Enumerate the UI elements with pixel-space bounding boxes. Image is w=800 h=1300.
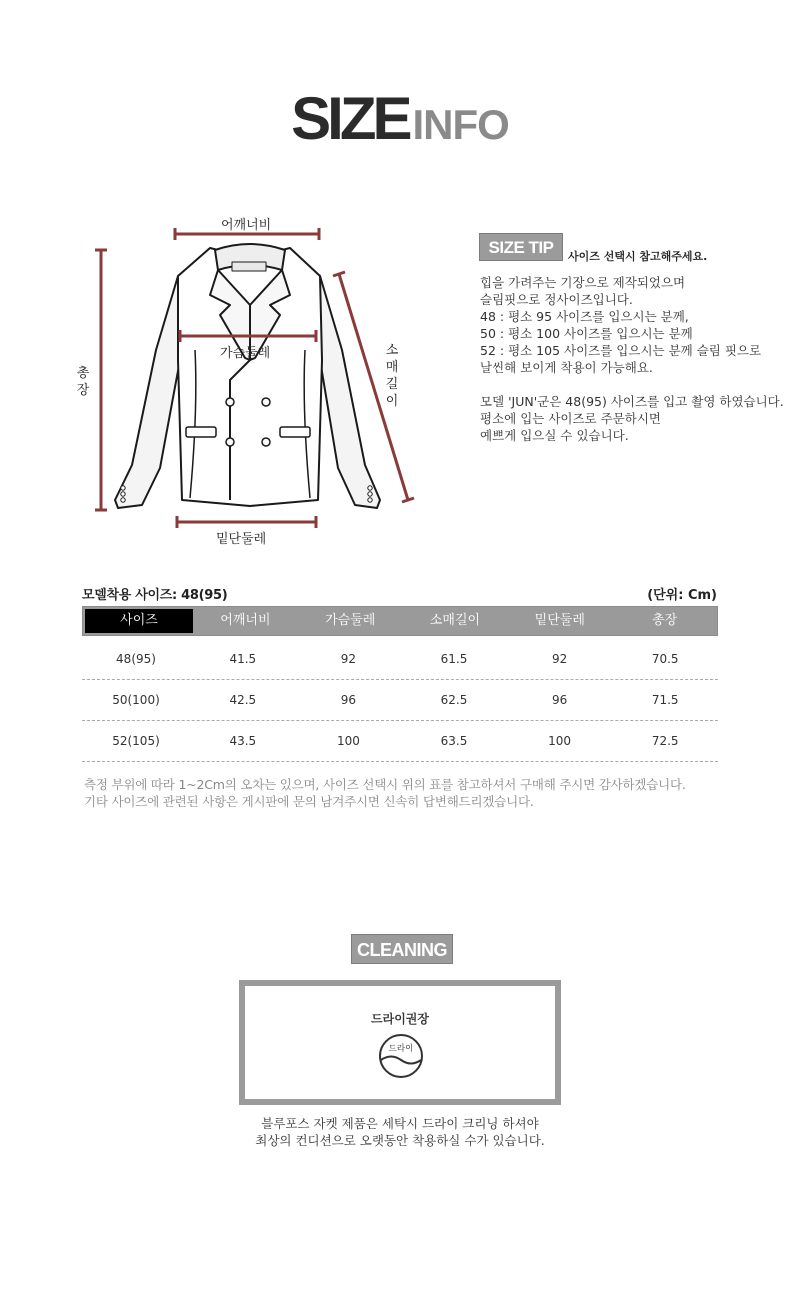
table-row: 50(100) 42.5 96 62.5 96 71.5 xyxy=(82,680,718,721)
title-size: SIZE xyxy=(291,85,409,152)
size-tip-badge: SIZE TIP xyxy=(479,233,563,261)
table-unit: (단위: Cm) xyxy=(647,588,717,603)
cleaning-box xyxy=(239,980,561,1105)
jacket-measurement-diagram xyxy=(70,210,430,560)
jacket-illustration xyxy=(70,210,430,560)
label-length: 총 장 xyxy=(76,366,90,398)
table-row: 52(105) 43.5 100 63.5 100 72.5 xyxy=(82,721,718,762)
label-chest: 가슴둘레 xyxy=(220,346,271,361)
header-chest: 가슴둘레 xyxy=(325,613,376,628)
header-length: 총장 xyxy=(652,613,678,628)
label-hem: 밑단둘레 xyxy=(216,532,267,547)
table-row: 48(95) 41.5 92 61.5 92 70.5 xyxy=(82,639,718,680)
dry-clean-icon-text: 드라이 xyxy=(388,1044,414,1054)
table-notes: 측정 부위에 따라 1~2Cm의 오차는 있으며, 사이즈 선택시 위의 표를 참고하셔서 구매해 주시면 감사하겠습니다. 기타 사이즈에 관련된 사항은 게시판에 문의 남겨주시면 신속히 답변해드리겠습니다. xyxy=(84,777,686,809)
header-size: 사이즈 xyxy=(85,609,193,633)
table-caption: 모델착용 사이즈: 48(95) xyxy=(82,588,228,603)
header-sleeve: 소매길이 xyxy=(429,613,481,628)
dry-clean-icon xyxy=(376,1033,426,1079)
size-tip-note: 사이즈 선택시 참고해주세요. xyxy=(568,250,708,263)
cleaning-text: 블루포스 자켓 제품은 세탁시 드라이 크리닝 하셔야 최상의 컨디션으로 오랫동안 착용하실 수가 있습니다. xyxy=(255,1116,545,1148)
label-sleeve: 소 매 길 이 xyxy=(385,343,399,409)
table-header xyxy=(82,606,718,636)
size-tip-text: 힙을 가려주는 기장으로 제작되었으며 슬림핏으로 정사이즈입니다. 48 : 평소 95 사이즈를 입으시는 분께, 50 : 평소 100 사이즈를 입으시는 분께 52 : 평소 105 사이즈를 입으시는 분께 슬림 핏으로 날씬해 보이게 착용이 가능해요. 모델 'JUN'군은 48(95) 사이즈를 입고 촬영 하였습니다. 평소에 입는 사이즈로 주문하시면 예쁘게 입으실 수 있습니다. xyxy=(480,275,784,443)
header-hem: 밑단둘레 xyxy=(534,613,585,628)
cleaning-badge: CLEANING xyxy=(351,934,453,964)
title-info: INFO xyxy=(412,101,509,148)
header-shoulder: 어깨너비 xyxy=(220,613,271,628)
cleaning-label: 드라이권장 xyxy=(371,1012,429,1026)
label-shoulder: 어깨너비 xyxy=(221,218,272,233)
size-info-title xyxy=(0,84,800,153)
